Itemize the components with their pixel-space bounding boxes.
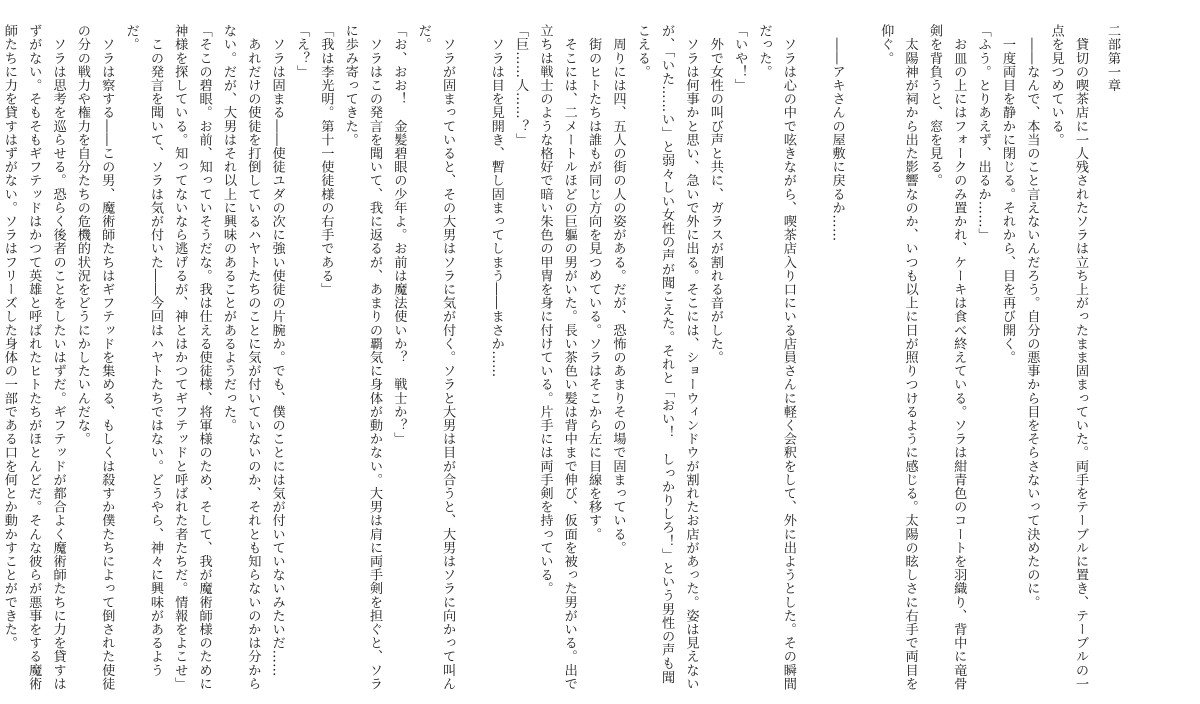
paragraph: 周りには四、五人の街の人の姿がある。だが、恐怖のあまりその場で固まっている。	[610, 24, 626, 555]
paragraph: 「巨……人……？」	[513, 24, 529, 147]
paragraph: 「いや！」	[732, 24, 748, 92]
paragraph: 「え？」	[294, 24, 309, 79]
chapter-title: 二部第一章	[1105, 24, 1120, 92]
paragraph: ソラは察する――この男、魔術師たちはギフテッドを集める、もしくは殺すか僕たちによって倒された使徒の分の戦力や権力を自分たちの危機的状況をどうにかしたいんだな。	[74, 24, 115, 691]
paragraph: ――アキさんの屋敷に戻るか……	[829, 24, 845, 242]
paragraph: ソラは目を見開き、暫し固まってしまう――まさか……	[488, 24, 504, 378]
paragraph: 「お、おお！ 金髪碧眼の少年よ。お前は魔法使いか？ 戦士か？」	[391, 24, 407, 446]
paragraph: 貸切の喫茶店に一人残されたソラは立ち上がったまま固まっていた。両手をテーブルに置き、テーブルの一点を見つめている。	[1048, 24, 1088, 691]
paragraph: お皿の上にはフォークのみ置かれ、ケーキは食べ終えている。ソラは紺青色のコートを羽織り、背中に竜骨剣を背負うと、窓を見る。	[926, 24, 967, 691]
blank-line	[800, 24, 824, 692]
blank-line	[849, 24, 873, 692]
paragraph: この発言を聞いて、ソラは気が付いた――今回はハヤトたちではない。どうやら、神々に興味があるようだ。	[123, 24, 163, 677]
novel-body-text	[0, 24, 1092, 692]
paragraph: ソラは思考を巡らせる。恐らく後者のことをしたいはずだ。ギフテッドが都合よく魔術師たちに力を貸すはずがない。そもそもギフテッドはかつて英雄と呼ばれたヒトたちがほとんどだ。そんな彼らが悪事をする魔術師たちに力を貸すはずがない。ソラはフリーズした身体の一部である口を何とか動かすことができた。	[1, 24, 66, 691]
paragraph: ソラは固まる――使徒ユダの次に強い使徒の片腕か。でも、僕のことには気が付いていないみたいだ……	[269, 24, 285, 677]
paragraph: 「そこの碧眼。お前、知っていそうだな。我は仕える使徒様、将軍様のため、そして、我が魔術師様のために神様を探している。知ってないなら逃げるが、神とはかつてギフテッドと呼ばれた者たちだ。情報をよこせ」	[172, 24, 212, 691]
blank-line	[459, 24, 483, 692]
paragraph: ソラが固まっていると、その大男はソラに気が付く。ソラと大男は目が合うと、大男はソラに向かって叫んだ。	[415, 24, 456, 691]
paragraph: そこには、二メートルほどの巨軀の男がいた。長い茶色い髪は背中まで伸び、仮面を被った男がいる。出で立ちは戦士のような格好で暗い朱色の甲冑を身に付けている。片手には両手剣を持っている。	[537, 24, 577, 691]
paragraph: 「ふう。とりあえず、出るか……」	[975, 24, 991, 242]
paragraph: 街のヒトたちは誰もが同じ方向を見つめている。ソラはそこから左に目線を移す。	[586, 24, 602, 541]
paragraph: あれだけの使徒を打倒しているハヤトたちのことに気が付いていないのか、それとも知らないのかは分からない。だが、大男はそれ以上に興味のあることがあるようだった。	[220, 24, 261, 691]
paragraph: 「我は李光明。第十一使徒様の右手である」	[318, 24, 334, 296]
paragraph: ソラはこの発言を聞いて、我に返るが、あまりの覇気に身体が動かない。大男は肩に両手剣を担ぐと、ソラに歩み寄ってきた。	[342, 24, 383, 691]
paragraph: 太陽神が祠から出た影響なのか、いつも以上に日が照りつけるように感じる。太陽の眩しさに右手で両目を仰ぐ。	[878, 24, 918, 691]
paragraph: 一度両目を静かに閉じる。それから、目を再び開く。	[999, 24, 1015, 364]
paragraph: ソラは何事かと思い、急いで外に出る。そこには、ショーウィンドウが割れたお店があった。姿は見えないが、「いた……い」と弱々しい女性の声が聞こえた。それと「おい！ しっかりしろ！」という男性の声も聞こえる。	[634, 24, 699, 691]
paragraph: ――なんで、本当のこと言えないんだろう。自分の悪事から目をそらさないって決めたのに。	[1024, 24, 1040, 609]
paragraph: 外で女性の叫び声と共に、ガラスが割れる音がした。	[707, 24, 723, 364]
paragraph: ソラは心の中で呟きながら、喫茶店入り口にいる店員さんに軽く会釈をして、外に出ようとした。その瞬間だった。	[756, 24, 796, 691]
